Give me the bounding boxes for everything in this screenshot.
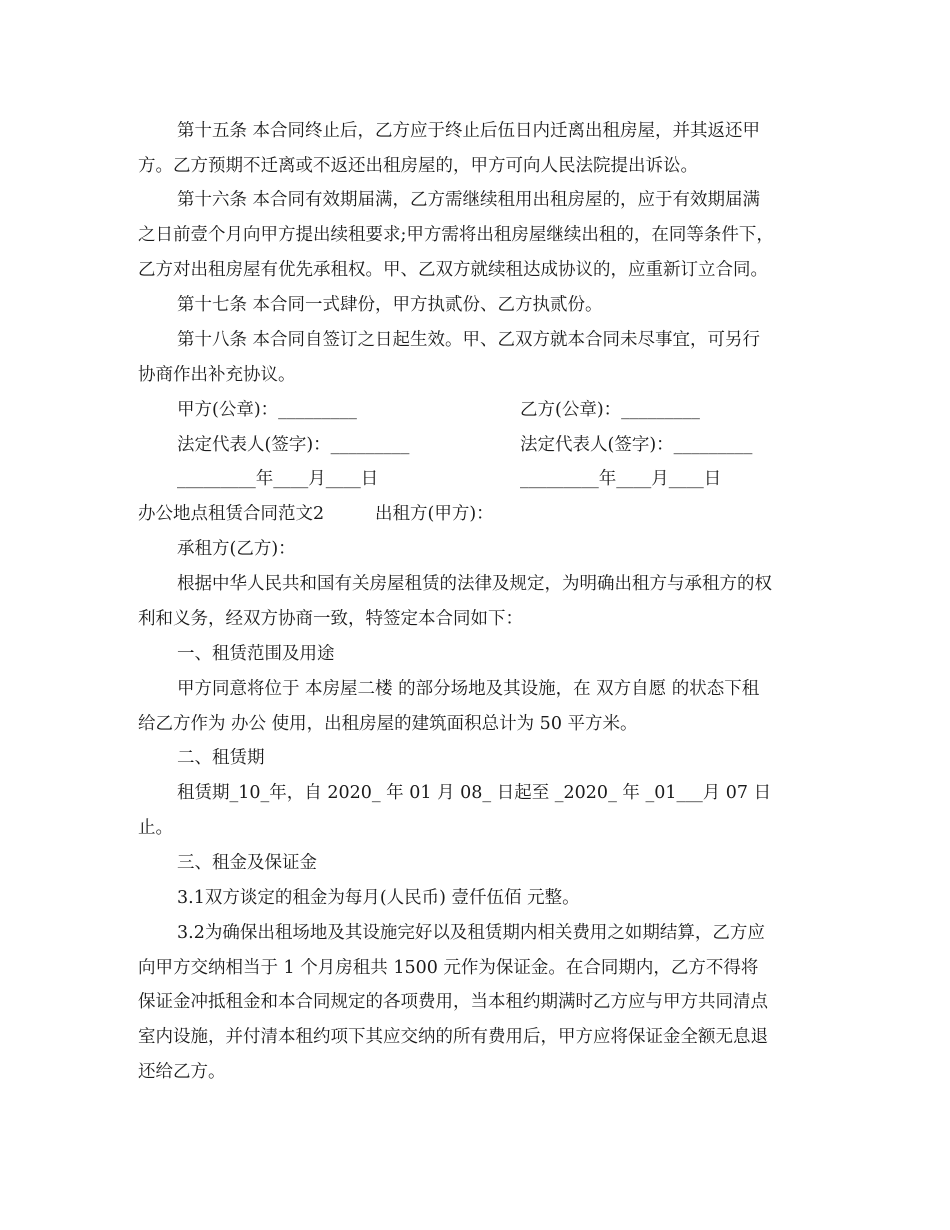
section-1-line-1: 甲方同意将位于 本房屋二楼 的部分场地及其设施，在 双方自愿 的状态下租 — [177, 679, 760, 699]
lessee-label: 承租方(乙方)： — [177, 539, 296, 559]
clause-3-2-line-3: 保证金冲抵租金和本合同规定的各项费用，当本租约期满时乙方应与甲方共同清点 — [138, 992, 768, 1012]
party-a-date: _________年____月____日 — [177, 469, 379, 489]
clause-3-1: 3.1双方谈定的租金为每月(人民币) 壹仟伍佰 元整。 — [177, 888, 580, 908]
article-16-line-2: 之日前壹个月向甲方提出续租要求;甲方需将出租房屋继续出租的，在同等条件下， — [138, 225, 774, 245]
second-contract-title: 办公地点租赁合同范文2 — [138, 504, 325, 524]
clause-3-2-line-4: 室内设施，并付清本租约项下其应交纳的所有费用后，甲方应将保证金全额无息退 — [138, 1027, 768, 1047]
article-15-line-2: 方。乙方预期不迁离或不返还出租房屋的，甲方可向人民法院提出诉讼。 — [138, 156, 698, 176]
section-2-heading: 二、租赁期 — [177, 748, 265, 768]
clause-3-2-line-1: 3.2为确保出租场地及其设施完好以及租赁期内相关费用之如期结算，乙方应 — [177, 923, 765, 943]
lease-term-line-2: 止。 — [138, 818, 173, 838]
lessor-label: 出租方(甲方)： — [375, 504, 494, 524]
clause-3-2-line-2: 向甲方交纳相当于 1 个月房租共 1500 元作为保证金。在合同期内，乙方不得将 — [138, 958, 759, 978]
article-15-line-1: 第十五条 本合同终止后，乙方应于终止后伍日内迁离出租房屋，并其返还甲 — [177, 121, 761, 141]
article-18-line-1: 第十八条 本合同自签订之日起生效。甲、乙双方就本合同未尽事宜，可另行 — [177, 330, 761, 350]
lease-term-line-1: 租赁期_10_年，自 2020_ 年 01 月 08_ 日起至 _2020_ 年 _01___月 07 日 — [177, 783, 772, 803]
party-b-representative: 法定代表人(签字)：_________ — [520, 435, 753, 455]
clause-3-2-line-5: 还给乙方。 — [138, 1062, 226, 1082]
section-1-line-2: 给乙方作为 办公 使用，出租房屋的建筑面积总计为 50 平方米。 — [138, 714, 638, 734]
party-b-date: _________年____月____日 — [520, 469, 722, 489]
section-3-heading: 三、租金及保证金 — [177, 853, 317, 873]
section-1-heading: 一、租赁范围及用途 — [177, 644, 335, 664]
party-a-seal: 甲方(公章)：_________ — [177, 400, 357, 420]
preamble-line-2: 利和义务，经双方协商一致，特签定本合同如下： — [138, 609, 523, 629]
article-17-line: 第十七条 本合同一式肆份，甲方执贰份、乙方执贰份。 — [177, 295, 603, 315]
article-16-line-3: 乙方对出租房屋有优先承租权。甲、乙双方就续租达成协议的，应重新订立合同。 — [138, 260, 768, 280]
article-18-line-2: 协商作出补充协议。 — [138, 365, 296, 385]
article-16-line-1: 第十六条 本合同有效期届满，乙方需继续租用出租房屋的，应于有效期届满 — [177, 190, 761, 210]
preamble-line-1: 根据中华人民共和国有关房屋租赁的法律及规定，为明确出租方与承租方的权 — [177, 574, 772, 594]
party-b-seal: 乙方(公章)：_________ — [520, 400, 700, 420]
party-a-representative: 法定代表人(签字)：_________ — [177, 435, 410, 455]
